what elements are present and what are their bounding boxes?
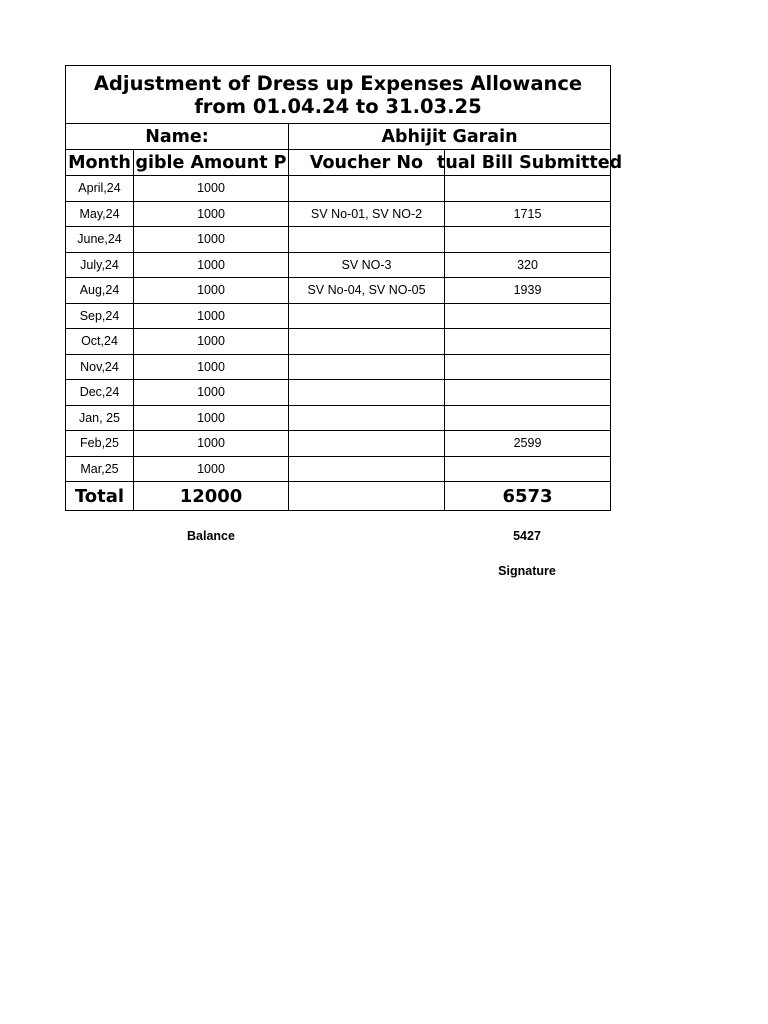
- total-voucher: [289, 482, 445, 511]
- signature-label: Signature: [498, 564, 556, 578]
- bill-cell: [445, 354, 611, 380]
- amount-cell: 1000: [134, 329, 289, 355]
- voucher-cell: [289, 329, 445, 355]
- header-row: [66, 150, 611, 176]
- voucher-cell: [289, 431, 445, 457]
- bill-cell: [445, 176, 611, 202]
- table-row: [66, 354, 611, 380]
- table-row: [66, 303, 611, 329]
- table-row: [66, 405, 611, 431]
- voucher-cell: [289, 405, 445, 431]
- sheet-title: [66, 66, 611, 124]
- amount-cell: 1000: [134, 405, 289, 431]
- table-row: [66, 456, 611, 482]
- total-row: [66, 482, 611, 511]
- voucher-cell: [289, 354, 445, 380]
- month-cell: July,24: [66, 252, 134, 278]
- amount-cell: 1000: [134, 303, 289, 329]
- bill-cell: [445, 405, 611, 431]
- header-eligible-amount: gible Amount P: [134, 150, 289, 176]
- bill-cell: 1715: [445, 201, 611, 227]
- month-cell: April,24: [66, 176, 134, 202]
- total-amount: 12000: [134, 482, 289, 511]
- title-line-2: from 01.04.24 to 31.03.25: [194, 94, 482, 118]
- table-row: [66, 329, 611, 355]
- balance-value: 5427: [513, 529, 541, 543]
- bill-cell: 2599: [445, 431, 611, 457]
- header-voucher-no: Voucher No: [289, 150, 445, 176]
- month-cell: Jan, 25: [66, 405, 134, 431]
- bill-cell: [445, 329, 611, 355]
- amount-cell: 1000: [134, 278, 289, 304]
- amount-cell: 1000: [134, 201, 289, 227]
- month-cell: Mar,25: [66, 456, 134, 482]
- table-row: [66, 380, 611, 406]
- month-cell: Feb,25: [66, 431, 134, 457]
- allowance-table: [65, 65, 623, 511]
- bill-cell: 1939: [445, 278, 611, 304]
- amount-cell: 1000: [134, 252, 289, 278]
- bill-cell: [445, 227, 611, 253]
- allowance-sheet: [65, 65, 623, 511]
- table-row: [66, 201, 611, 227]
- voucher-cell: [289, 176, 445, 202]
- title-line-1: Adjustment of Dress up Expenses Allowance: [93, 71, 583, 95]
- month-cell: Aug,24: [66, 278, 134, 304]
- voucher-cell: [289, 303, 445, 329]
- voucher-cell: SV NO-3: [289, 252, 445, 278]
- total-label: Total: [66, 482, 134, 511]
- bill-cell: [445, 380, 611, 406]
- voucher-cell: SV No-01, SV NO-2: [289, 201, 445, 227]
- amount-cell: 1000: [134, 176, 289, 202]
- name-label: Name:: [66, 124, 289, 150]
- header-month: Month: [66, 150, 134, 176]
- voucher-cell: [289, 380, 445, 406]
- month-cell: May,24: [66, 201, 134, 227]
- bill-cell: [445, 456, 611, 482]
- balance-label: Balance: [187, 529, 235, 543]
- month-cell: Oct,24: [66, 329, 134, 355]
- month-cell: Dec,24: [66, 380, 134, 406]
- table-row: [66, 176, 611, 202]
- amount-cell: 1000: [134, 431, 289, 457]
- amount-cell: 1000: [134, 380, 289, 406]
- voucher-cell: [289, 456, 445, 482]
- bill-cell: 320: [445, 252, 611, 278]
- amount-cell: 1000: [134, 456, 289, 482]
- month-cell: Sep,24: [66, 303, 134, 329]
- month-cell: June,24: [66, 227, 134, 253]
- total-bill: 6573: [445, 482, 611, 511]
- name-value: Abhijit Garain: [289, 124, 611, 150]
- amount-cell: 1000: [134, 354, 289, 380]
- bill-cell: [445, 303, 611, 329]
- voucher-cell: [289, 227, 445, 253]
- table-row: [66, 431, 611, 457]
- table-row: [66, 252, 611, 278]
- voucher-cell: SV No-04, SV NO-05: [289, 278, 445, 304]
- table-row: [66, 227, 611, 253]
- month-cell: Nov,24: [66, 354, 134, 380]
- header-actual-bill: tual Bill Submitted: [445, 150, 611, 176]
- table-row: [66, 278, 611, 304]
- amount-cell: 1000: [134, 227, 289, 253]
